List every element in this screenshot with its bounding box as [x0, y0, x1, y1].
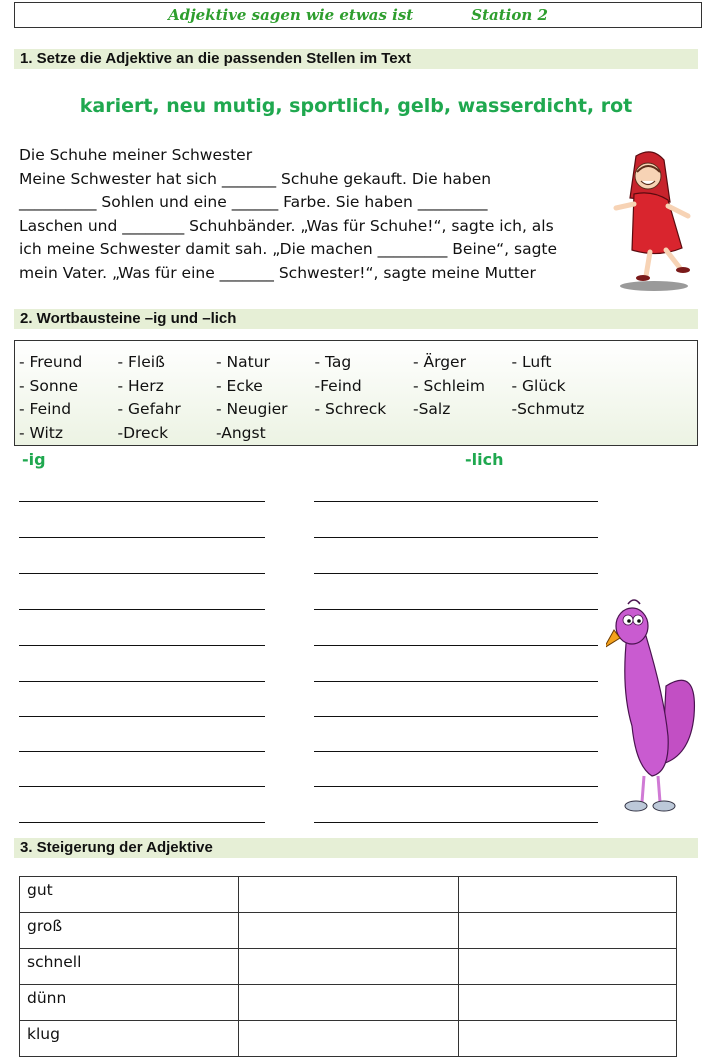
story-line: __________ Sohlen und eine ______ Farbe. Sie haben _________ — [19, 193, 488, 212]
adjective-word-bank: kariert, neu mutig, sportlich, gelb, wasserdicht, rot — [79, 95, 633, 117]
adjective-cell: schnell — [20, 949, 239, 985]
station-label: Station 2 — [471, 6, 548, 24]
superlative-cell[interactable] — [459, 877, 677, 913]
section-2-heading: 2. Wortbausteine –ig und –lich — [14, 309, 698, 329]
comparison-table — [19, 876, 677, 1057]
word-part-box — [14, 340, 698, 446]
ig-answer-line[interactable] — [19, 573, 265, 574]
lich-column-label: -lich — [465, 450, 504, 469]
ig-answer-line[interactable] — [19, 751, 265, 752]
lich-answer-line[interactable] — [314, 786, 598, 787]
word-item: - Glück — [511, 376, 566, 395]
word-item: - Ecke — [216, 376, 263, 395]
ig-answer-line[interactable] — [19, 537, 265, 538]
word-item: -Dreck — [117, 423, 169, 442]
story-text — [19, 144, 609, 286]
worksheet-title: Adjektive sagen wie etwas ist — [168, 6, 414, 24]
ig-answer-line[interactable] — [19, 716, 265, 717]
word-item: -Angst — [216, 423, 266, 442]
word-item: - Fleiß — [117, 353, 165, 371]
superlative-cell[interactable] — [459, 913, 677, 949]
lich-answer-line[interactable] — [314, 573, 598, 574]
ig-answer-line[interactable] — [19, 609, 265, 610]
word-item: - Ärger — [413, 353, 466, 371]
story-line: mein Vater. „Was für eine _______ Schwester!“, sagte meine Mutter — [19, 263, 536, 282]
lich-answer-line[interactable] — [314, 822, 598, 823]
comparative-cell[interactable] — [239, 985, 459, 1021]
word-item: - Luft — [511, 353, 552, 371]
word-item: -Salz — [413, 400, 451, 419]
word-item: - Feind — [19, 400, 72, 419]
pink-bird-illustration — [606, 596, 698, 826]
story-line: Die Schuhe meiner Schwester — [19, 146, 253, 164]
page-header — [14, 2, 702, 28]
superlative-cell[interactable] — [459, 985, 677, 1021]
adjective-cell: gut — [20, 877, 239, 913]
word-item: - Neugier — [216, 400, 288, 419]
word-item: -Feind — [314, 376, 362, 395]
ig-answer-line[interactable] — [19, 645, 265, 646]
word-item: - Freund — [19, 353, 83, 371]
story-line: Laschen und ________ Schuhbänder. „Was für Schuhe!“, sagte ich, als — [19, 216, 554, 235]
superlative-cell[interactable] — [459, 949, 677, 985]
word-item: - Natur — [216, 353, 270, 371]
adjective-cell: klug — [20, 1021, 239, 1057]
word-item: - Gefahr — [117, 400, 181, 419]
ig-answer-line[interactable] — [19, 786, 265, 787]
lich-answer-line[interactable] — [314, 751, 598, 752]
lich-answer-line[interactable] — [314, 681, 598, 682]
lich-answer-line[interactable] — [314, 609, 598, 610]
word-item: - Sonne — [19, 376, 79, 395]
story-line: Meine Schwester hat sich _______ Schuhe gekauft. Die haben — [19, 169, 492, 188]
word-item: - Schreck — [314, 400, 387, 419]
lich-answer-line[interactable] — [314, 645, 598, 646]
lich-answer-line[interactable] — [314, 501, 598, 502]
lich-answer-line[interactable] — [314, 537, 598, 538]
lich-answer-line[interactable] — [314, 716, 598, 717]
ig-answer-line[interactable] — [19, 681, 265, 682]
word-item: - Herz — [117, 376, 164, 395]
table-row — [20, 877, 677, 913]
comparative-cell[interactable] — [239, 877, 459, 913]
ig-column-label: -ig — [22, 450, 46, 469]
table-row — [20, 913, 677, 949]
comparative-cell[interactable] — [239, 949, 459, 985]
word-item: - Tag — [314, 353, 352, 371]
section-1-heading: 1. Setze die Adjektive an die passenden Stellen im Text — [14, 49, 698, 69]
superlative-cell[interactable] — [459, 1021, 677, 1057]
ig-answer-line[interactable] — [19, 822, 265, 823]
running-girl-illustration — [606, 150, 700, 292]
table-row — [20, 1021, 677, 1057]
comparative-cell[interactable] — [239, 913, 459, 949]
word-item: - Schleim — [413, 376, 485, 395]
comparative-cell[interactable] — [239, 1021, 459, 1057]
word-item: - Witz — [19, 423, 64, 442]
table-row — [20, 949, 677, 985]
section-3-heading: 3. Steigerung der Adjektive — [14, 838, 698, 858]
table-row — [20, 985, 677, 1021]
adjective-cell: dünn — [20, 985, 239, 1021]
ig-answer-line[interactable] — [19, 501, 265, 502]
word-item: -Schmutz — [511, 400, 585, 419]
story-line: ich meine Schwester damit sah. „Die machen _________ Beine“, sagte — [19, 240, 558, 259]
adjective-cell: groß — [20, 913, 239, 949]
